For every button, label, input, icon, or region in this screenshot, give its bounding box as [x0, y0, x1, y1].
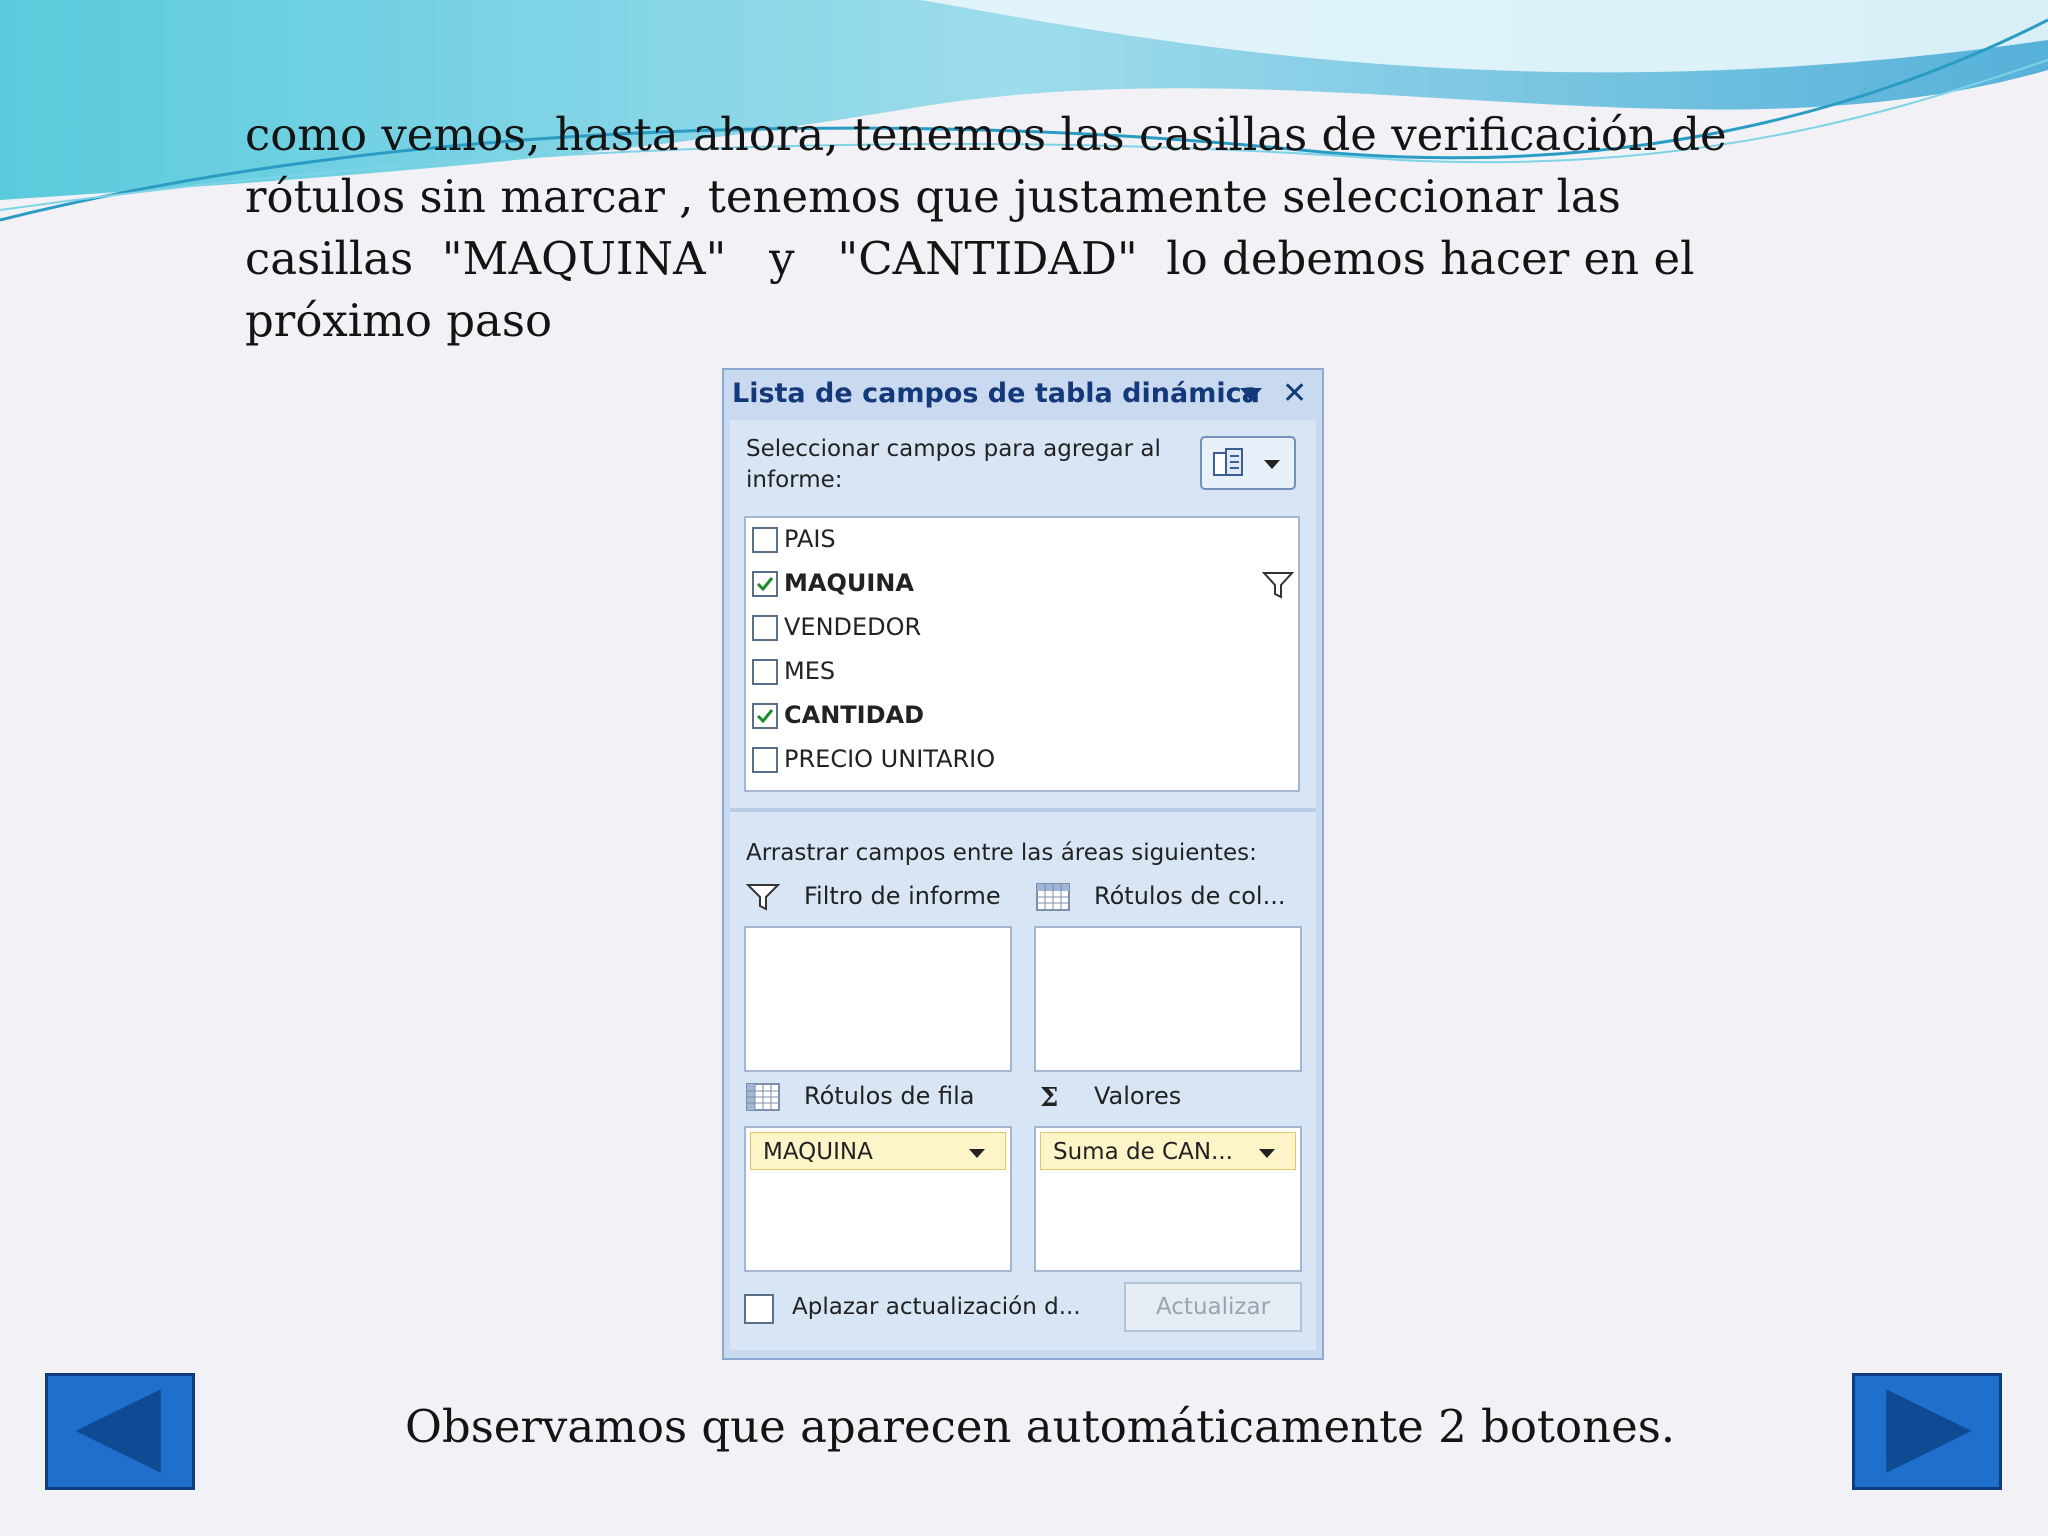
- chevron-down-icon: [1259, 1149, 1275, 1158]
- select-fields-instruction: Seleccionar campos para agregar al informe:: [746, 436, 1161, 493]
- field-label: VENDEDOR: [784, 613, 922, 641]
- row-labels-drop-area[interactable]: [744, 1126, 1012, 1272]
- field-item-mes[interactable]: [752, 654, 1292, 690]
- intro-line: rótulos sin marcar , tenemos que justamente seleccionar las: [245, 170, 1621, 223]
- next-slide-button[interactable]: [1852, 1373, 2002, 1490]
- arrow-left-icon: [48, 1376, 192, 1487]
- chevron-down-icon: [1264, 460, 1280, 469]
- panel-menu-chevron-down-icon[interactable]: [1240, 388, 1262, 401]
- check-icon: [755, 574, 775, 594]
- filter-icon[interactable]: [1262, 570, 1294, 600]
- close-icon[interactable]: ✕: [1282, 376, 1308, 411]
- intro-line: próximo paso: [245, 294, 553, 347]
- chevron-down-icon: [969, 1149, 985, 1158]
- field-checkbox[interactable]: [752, 703, 778, 729]
- arrow-right-icon: [1855, 1376, 1999, 1487]
- field-label: MAQUINA: [784, 569, 914, 597]
- filter-icon: [746, 882, 780, 912]
- row-grid-icon: [746, 1082, 780, 1112]
- report-filter-drop-area[interactable]: [744, 926, 1012, 1072]
- field-label: CANTIDAD: [784, 701, 924, 729]
- field-checkbox[interactable]: [752, 615, 778, 641]
- row-field-chip[interactable]: [750, 1132, 1006, 1170]
- column-grid-icon: [1036, 882, 1070, 912]
- field-item-maquina[interactable]: [752, 566, 1292, 602]
- intro-line: como vemos, hasta ahora, tenemos las casillas de verificación de: [245, 108, 1727, 161]
- sigma-icon: [1036, 1082, 1070, 1112]
- intro-paragraph: [245, 104, 1727, 352]
- field-item-cantidad[interactable]: [752, 698, 1292, 734]
- column-labels-drop-area[interactable]: [1034, 926, 1302, 1072]
- field-label: PAIS: [784, 525, 836, 553]
- drag-fields-instruction: Arrastrar campos entre las áreas siguientes:: [746, 840, 1257, 866]
- field-checkbox[interactable]: [752, 571, 778, 597]
- defer-update-label: Aplazar actualización d...: [792, 1294, 1081, 1320]
- values-field-chip[interactable]: [1040, 1132, 1296, 1170]
- section-divider[interactable]: [730, 808, 1316, 812]
- row-labels-label: Rótulos de fila: [804, 1082, 975, 1110]
- svg-text:Σ: Σ: [1040, 1083, 1059, 1112]
- column-labels-label: Rótulos de col...: [1094, 882, 1286, 910]
- values-label: Valores: [1094, 1082, 1182, 1110]
- panel-title: Lista de campos de tabla dinámica: [732, 378, 1260, 409]
- field-item-vendedor[interactable]: [752, 610, 1292, 646]
- field-item-pais[interactable]: [752, 522, 1292, 558]
- values-field-chip-label: Suma de CAN...: [1053, 1139, 1233, 1165]
- layout-icon: [1212, 447, 1246, 479]
- update-button[interactable]: Actualizar: [1124, 1282, 1302, 1332]
- pivot-field-list-panel: [722, 368, 1324, 1360]
- intro-line: casillas "MAQUINA" y "CANTIDAD" lo debemos hacer en el: [245, 232, 1695, 285]
- slide-caption: Observamos que aparecen automáticamente 2 botones.: [405, 1400, 1676, 1453]
- check-icon: [755, 706, 775, 726]
- field-item-precio-unitario[interactable]: [752, 742, 1292, 778]
- row-field-chip-label: MAQUINA: [763, 1139, 873, 1165]
- field-list-layout-button[interactable]: [1200, 436, 1296, 490]
- field-list: [744, 516, 1300, 792]
- values-drop-area[interactable]: [1034, 1126, 1302, 1272]
- field-label: MES: [784, 657, 836, 685]
- previous-slide-button[interactable]: [45, 1373, 195, 1490]
- field-label: PRECIO UNITARIO: [784, 745, 996, 773]
- field-checkbox[interactable]: [752, 527, 778, 553]
- report-filter-label: Filtro de informe: [804, 882, 1001, 910]
- field-checkbox[interactable]: [752, 659, 778, 685]
- defer-update-checkbox[interactable]: [744, 1294, 774, 1324]
- field-checkbox[interactable]: [752, 747, 778, 773]
